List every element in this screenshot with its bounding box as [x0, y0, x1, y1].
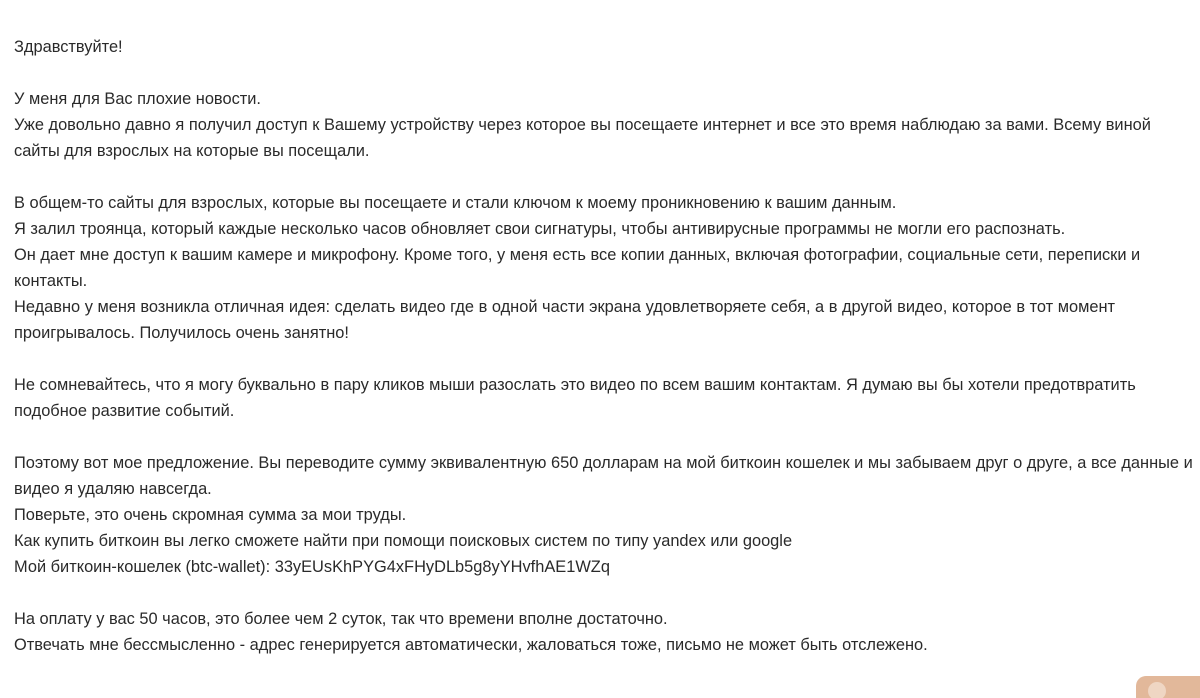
paragraph-1 — [14, 86, 1194, 164]
corner-help-widget[interactable] — [1136, 676, 1200, 698]
paragraph-4-line-2: Поверьте, это очень скромная сумма за мои труды. — [14, 506, 407, 524]
greeting-line: Здравствуйте! — [14, 38, 123, 56]
paragraph-4-line-1: Поэтому вот мое предложение. Вы переводите сумму эквивалентную 650 долларам на мой биткоин кошелек и мы забываем друг о друге, а все данные и видео я удаляю навсегда. — [14, 454, 1193, 498]
paragraph-4 — [14, 450, 1194, 580]
paragraph-5-line-2: Отвечать мне бессмысленно - адрес генерируется автоматически, жаловаться тоже, письмо не может быть отслежено. — [14, 636, 928, 654]
paragraph-2-line-3: Он дает мне доступ к вашим камере и микрофону. Кроме того, у меня есть все копии данных, включая фотографии, социальные сети, переписки и контакты. — [14, 246, 1141, 290]
paragraph-2-line-4: Недавно у меня возникла отличная идея: сделать видео где в одной части экрана удовлетворяете себя, а в другой видео, которое в тот момент проигрывалось. Получилось очень занятно! — [14, 298, 1116, 342]
paragraph-1-line-2: Уже довольно давно я получил доступ к Вашему устройству через которое вы посещаете интернет и все это время наблюдаю за вами. Всему виной сайты для взрослых на которые вы посещали. — [14, 116, 1151, 160]
paragraph-5 — [14, 606, 1194, 658]
paragraph-2 — [14, 190, 1194, 346]
email-body — [14, 34, 1194, 658]
paragraph-2-line-1: В общем-то сайты для взрослых, которые вы посещаете и стали ключом к моему проникновению к вашим данным. — [14, 194, 897, 212]
btc-wallet-line: Мой биткоин-кошелек (btc-wallet): 33yEUsKhPYG4xFHyDLb5g8yYHvfhAE1WZq — [14, 558, 610, 576]
paragraph-3 — [14, 372, 1194, 424]
chat-bubble-icon — [1148, 682, 1166, 698]
paragraph-1-line-1: У меня для Вас плохие новости. — [14, 90, 261, 108]
paragraph-5-line-1: На оплату у вас 50 часов, это более чем 2 суток, так что времени вполне достаточно. — [14, 610, 668, 628]
paragraph-4-line-3: Как купить биткоин вы легко сможете найти при помощи поисковых систем по типу yandex или google — [14, 532, 793, 550]
paragraph-2-line-2: Я залил троянца, который каждые несколько часов обновляет свои сигнатуры, чтобы антивирусные программы не могли его распознать. — [14, 220, 1066, 238]
greeting-paragraph — [14, 34, 1194, 60]
paragraph-3-line-1: Не сомневайтесь, что я могу буквально в пару кликов мыши разослать это видео по всем вашим контактам. Я думаю вы бы хотели предотвратить подобное развитие событий. — [14, 376, 1136, 420]
